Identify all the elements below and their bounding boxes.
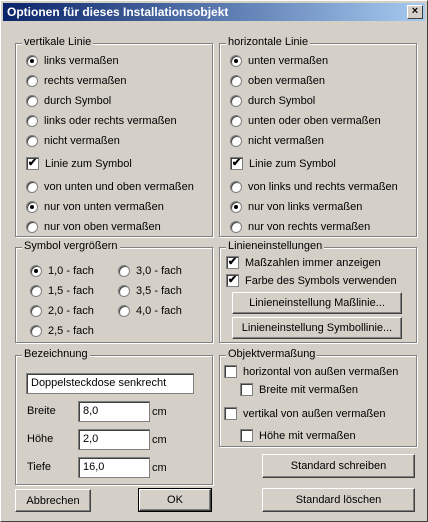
horizontal-dir-option-1[interactable] xyxy=(230,201,362,213)
vertical-dim-option-1[interactable] xyxy=(26,75,127,87)
delete-default-button[interactable] xyxy=(262,488,415,512)
vertical-line-to-symbol-checkbox-label: Linie zum Symbol xyxy=(45,157,132,170)
horizontal-dim-option-3[interactable] xyxy=(230,115,381,127)
vertical-dir-option-0-label: von unten und oben vermaßen xyxy=(44,181,194,193)
radio-selected-icon xyxy=(26,201,38,213)
field-unit-1: cm xyxy=(152,434,167,446)
write-default-label: Standard schreiben xyxy=(290,460,387,472)
vertical-dir-option-2[interactable] xyxy=(26,221,161,233)
horizontal-dir-option-2-label: nur von rechts vermaßen xyxy=(248,221,371,233)
vertical-outside-label: vertikal von außen vermaßen xyxy=(243,407,386,420)
radio-selected-icon xyxy=(230,201,242,213)
horizontal-outside-check-icon xyxy=(224,365,237,378)
always-show-checkbox[interactable] xyxy=(226,256,381,269)
horizontal-dim-option-1[interactable] xyxy=(230,75,325,87)
use-symbol-color-label: Farbe des Symbols verwenden xyxy=(245,274,397,287)
scale-option-0-label: 1,0 - fach xyxy=(48,265,94,277)
use-symbol-color-checkbox[interactable] xyxy=(226,274,397,287)
vertical-line-legend: vertikale Linie xyxy=(24,36,92,48)
designation-name-input[interactable]: Doppelsteckdose senkrecht xyxy=(26,373,194,394)
vertical-dir-option-1-label: nur von unten vermaßen xyxy=(44,201,164,213)
scale-option-5[interactable] xyxy=(118,285,182,297)
close-icon: × xyxy=(411,5,419,17)
scale-option-3[interactable] xyxy=(30,325,94,337)
horizontal-dir-option-1-label: nur von links vermaßen xyxy=(248,201,363,213)
radio-unselected-icon xyxy=(230,95,242,107)
vertical-dim-option-4[interactable] xyxy=(26,135,120,147)
line-settings-group xyxy=(219,240,417,343)
radio-unselected-icon xyxy=(26,115,38,127)
cancel-button[interactable] xyxy=(15,489,91,512)
field-input-0[interactable]: 8,0 xyxy=(78,401,150,422)
vertical-line-to-symbol-checkbox-icon: ✔ xyxy=(27,157,38,169)
horizontal-dim-option-4-label: nicht vermaßen xyxy=(248,135,324,147)
cancel-label: Abbrechen xyxy=(26,494,80,507)
radio-unselected-icon xyxy=(118,265,130,277)
height-too-checkbox[interactable] xyxy=(240,429,356,442)
designation-legend: Bezeichnung xyxy=(24,348,88,360)
always-show-check-icon: ✔ xyxy=(227,256,238,268)
title-bar xyxy=(3,3,425,21)
symbol-line-settings-button[interactable] xyxy=(232,317,402,339)
radio-unselected-icon xyxy=(230,115,242,127)
horizontal-outside-checkbox[interactable] xyxy=(224,365,398,378)
horizontal-dim-option-0[interactable] xyxy=(230,55,328,67)
height-too-label: Höhe mit vermaßen xyxy=(259,429,356,442)
horizontal-dir-option-0-label: von links und rechts vermaßen xyxy=(248,181,398,193)
scale-option-1-label: 1,5 - fach xyxy=(48,285,94,297)
designation-group xyxy=(15,348,213,485)
scale-option-4[interactable] xyxy=(118,265,182,277)
scale-option-2[interactable] xyxy=(30,305,94,317)
scale-option-4-label: 3,0 - fach xyxy=(136,265,182,277)
use-symbol-color-check-icon: ✔ xyxy=(227,274,238,286)
ok-label: OK xyxy=(167,494,183,506)
vertical-dir-option-0[interactable] xyxy=(26,181,194,193)
radio-unselected-icon xyxy=(26,181,38,193)
close-button[interactable] xyxy=(407,5,423,19)
vertical-line-to-symbol-checkbox[interactable] xyxy=(26,157,132,170)
horizontal-dim-option-0-label: unten vermaßen xyxy=(248,55,329,67)
radio-unselected-icon xyxy=(230,181,242,193)
width-too-label: Breite mit vermaßen xyxy=(259,383,359,396)
field-unit-0: cm xyxy=(152,406,167,418)
vertical-dim-option-1-label: rechts vermaßen xyxy=(44,75,127,87)
radio-selected-icon xyxy=(26,55,38,67)
symbol-scale-legend: Symbol vergrößern xyxy=(24,240,118,252)
radio-unselected-icon xyxy=(230,75,242,87)
vertical-dim-option-3[interactable] xyxy=(26,115,177,127)
width-too-check-icon xyxy=(240,383,253,396)
delete-default-label: Standard löschen xyxy=(295,494,382,506)
dim-line-settings-button[interactable] xyxy=(232,292,402,314)
write-default-button[interactable] xyxy=(262,454,415,478)
horizontal-outside-label: horizontal von außen vermaßen xyxy=(243,365,399,378)
horizontal-line-to-symbol-checkbox-icon: ✔ xyxy=(231,157,242,169)
symbol-line-settings-label: Linieneinstellung Symbollinie... xyxy=(241,322,393,334)
field-input-1[interactable]: 2,0 xyxy=(78,429,150,450)
vertical-dim-option-2-label: durch Symbol xyxy=(44,95,112,107)
horizontal-dim-option-2-label: durch Symbol xyxy=(248,95,316,107)
horizontal-dim-option-3-label: unten oder oben vermaßen xyxy=(248,115,381,127)
field-label-2: Tiefe xyxy=(27,461,52,473)
object-dim-group xyxy=(219,348,417,447)
vertical-outside-checkbox[interactable] xyxy=(224,407,385,420)
field-label-0: Breite xyxy=(27,405,56,417)
scale-option-1[interactable] xyxy=(30,285,94,297)
vertical-dim-option-3-label: links oder rechts vermaßen xyxy=(44,115,177,127)
radio-selected-icon xyxy=(230,55,242,67)
horizontal-dim-option-4[interactable] xyxy=(230,135,324,147)
radio-unselected-icon xyxy=(118,285,130,297)
vertical-line-group xyxy=(15,36,213,237)
vertical-outside-check-icon xyxy=(224,407,237,420)
field-label-1: Höhe xyxy=(27,433,54,445)
height-too-check-icon xyxy=(240,429,253,442)
horizontal-dim-option-1-label: oben vermaßen xyxy=(248,75,326,87)
radio-unselected-icon xyxy=(30,325,42,337)
radio-unselected-icon xyxy=(118,305,130,317)
scale-option-0[interactable] xyxy=(30,265,94,277)
scale-option-6[interactable] xyxy=(118,305,182,317)
scale-option-6-label: 4,0 - fach xyxy=(136,305,182,317)
vertical-dim-option-4-label: nicht vermaßen xyxy=(44,135,120,147)
scale-option-3-label: 2,5 - fach xyxy=(48,325,94,337)
vertical-dir-option-1[interactable] xyxy=(26,201,164,213)
radio-unselected-icon xyxy=(26,221,38,233)
symbol-scale-group xyxy=(15,240,213,343)
line-settings-legend: Linieneinstellungen xyxy=(228,240,323,252)
radio-unselected-icon xyxy=(30,305,42,317)
radio-selected-icon xyxy=(30,265,42,277)
always-show-label: Maßzahlen immer anzeigen xyxy=(245,256,381,269)
scale-option-5-label: 3,5 - fach xyxy=(136,285,182,297)
scale-option-2-label: 2,0 - fach xyxy=(48,305,94,317)
radio-unselected-icon xyxy=(26,75,38,87)
vertical-dir-option-2-label: nur von oben vermaßen xyxy=(44,221,161,233)
ok-button[interactable] xyxy=(139,489,211,511)
vertical-dim-option-0-label: links vermaßen xyxy=(44,55,119,67)
window-title: Optionen für dieses Installationsobjekt xyxy=(7,5,229,19)
field-unit-2: cm xyxy=(152,462,167,474)
vertical-dim-option-0[interactable] xyxy=(26,55,119,67)
horizontal-dim-option-2[interactable] xyxy=(230,95,315,107)
horizontal-line-to-symbol-checkbox[interactable] xyxy=(230,157,336,170)
horizontal-line-to-symbol-checkbox-label: Linie zum Symbol xyxy=(249,157,336,170)
radio-unselected-icon xyxy=(230,135,242,147)
radio-unselected-icon xyxy=(26,95,38,107)
horizontal-line-group xyxy=(219,36,417,237)
object-dim-legend: Objektvermaßung xyxy=(228,348,316,360)
horizontal-line-legend: horizontale Linie xyxy=(228,36,309,48)
radio-unselected-icon xyxy=(230,221,242,233)
vertical-dim-option-2[interactable] xyxy=(26,95,111,107)
radio-unselected-icon xyxy=(26,135,38,147)
width-too-checkbox[interactable] xyxy=(240,383,358,396)
field-input-2[interactable]: 16,0 xyxy=(78,457,150,478)
radio-unselected-icon xyxy=(30,285,42,297)
horizontal-dir-option-2[interactable] xyxy=(230,221,370,233)
dim-line-settings-label: Linieneinstellung Maßlinie... xyxy=(249,297,385,309)
horizontal-dir-option-0[interactable] xyxy=(230,181,398,193)
